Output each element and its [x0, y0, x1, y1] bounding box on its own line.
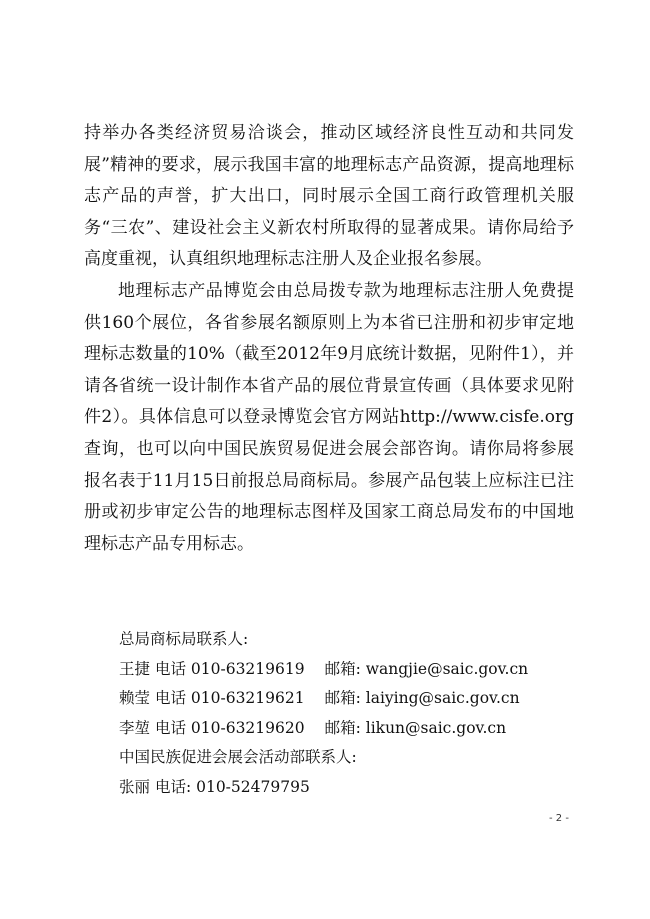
- page-number: - 2 -: [549, 813, 569, 824]
- contact-name: 李堃: [119, 718, 151, 737]
- contact-name: 王捷: [119, 659, 151, 678]
- contact-email: 邮箱: laiying@saic.gov.cn: [324, 689, 520, 707]
- contact-row: [119, 684, 579, 714]
- contact-email: 邮箱: likun@saic.gov.cn: [324, 718, 507, 737]
- paragraph-expo-details: 地理标志产品博览会由总局拨专款为地理标志注册人免费提供160个展位，各省参展名额原则上为本省已注册和初步审定地理标志数量的10%（截至2012年9月底统计数据，见附件1），并请各省统一设计制作本省产品的展位背景宣传画（具体要求见附件2）。具体信息可以登录博览会官方网站http://www.cisfe.org查询，也可以向中国民族贸易促进会展会部咨询。请你局将参展报名表于11月15日前报总局商标局。参展产品包装上应标注已注册或初步审定公告的地理标志图样及国家工商总局发布的中国地理标志产品专用标志。: [84, 280, 574, 554]
- contact-phone: 电话 010-63219619: [154, 659, 305, 678]
- contact-row: [119, 714, 579, 744]
- contact-phone: 电话: 010-52479795: [154, 777, 310, 796]
- contact-name: 张丽: [119, 777, 151, 796]
- contact-phone: 电话 010-63219621: [154, 689, 305, 707]
- contact-phone: 电话 010-63219620: [154, 718, 305, 737]
- contact-name: 赖莹: [119, 689, 151, 707]
- paragraph-continuation: 持举办各类经济贸易洽谈会，推动区域经济良性互动和共同发展”精神的要求，展示我国丰富的地理标志产品资源，提高地理标志产品的声誉，扩大出口，同时展示全国工商行政管理机关服务“三农”、建设社会主义新农村所取得的显著成果。请你局给予高度重视，认真组织地理标志注册人及企业报名参展。: [84, 123, 574, 270]
- contact-row: [119, 655, 579, 685]
- contacts-block: [119, 625, 579, 802]
- expo-contacts-heading: 中国民族促进会展会活动部联系人:: [119, 748, 357, 766]
- contact-email: 邮箱: wangjie@saic.gov.cn: [324, 659, 529, 678]
- body-text: [84, 118, 574, 560]
- saic-contacts-heading: 总局商标局联系人:: [119, 630, 249, 648]
- contact-row: [119, 773, 579, 803]
